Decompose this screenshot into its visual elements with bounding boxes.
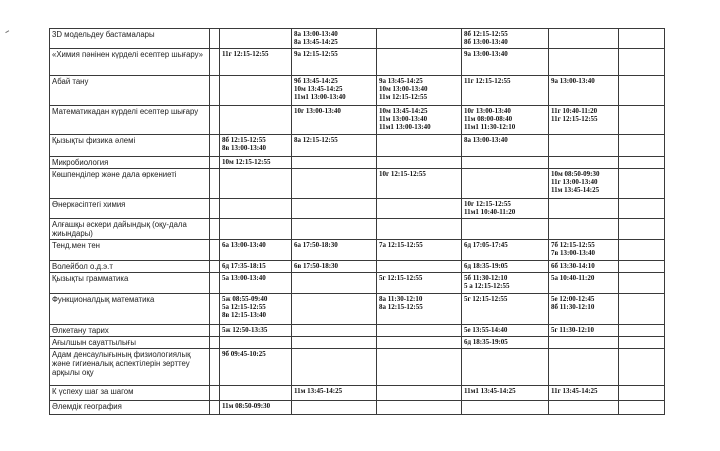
time-slot: 6а 17:50-18:30 [294, 241, 338, 249]
schedule-cell [462, 157, 549, 169]
schedule-cell [210, 294, 220, 325]
schedule-cell [220, 401, 292, 415]
schedule-cell [220, 240, 292, 261]
time-slot: 6в 17:50-18:30 [294, 262, 339, 270]
schedule-cell [292, 240, 377, 261]
schedule-cell [377, 401, 462, 415]
time-slot: 11г 10:40-11:20 [551, 107, 598, 115]
table-row [50, 337, 665, 349]
table-row [50, 261, 665, 273]
time-slot: 11м1 13:00-13:40 [294, 93, 346, 101]
schedule-cell [220, 29, 292, 49]
schedule-cell [210, 76, 220, 106]
table-row [50, 219, 665, 240]
time-slot: 8в 13:00-13:40 [222, 144, 267, 152]
subject-name: Әлемдік география [50, 401, 210, 415]
time-slot: 8а 13:00-13:40 [294, 30, 338, 38]
schedule-cell [377, 273, 462, 294]
time-slot: 11м1 11:30-12:10 [464, 123, 516, 131]
schedule-cell [210, 261, 220, 273]
schedule-cell [549, 169, 619, 199]
schedule-cell [292, 273, 377, 294]
schedule-cell [377, 219, 462, 240]
schedule-cell [462, 401, 549, 415]
table-row [50, 349, 665, 386]
time-slot: 7а 12:15-12:55 [379, 241, 423, 249]
schedule-cell [462, 325, 549, 337]
time-slot: 11м 13:45-14:25 [551, 186, 600, 194]
schedule-cell [210, 106, 220, 135]
time-slot: 11м 08:50-09:30 [222, 402, 271, 410]
time-slot: 8б 11:30-12:10 [551, 303, 595, 311]
time-slot: 8а 11:30-12:10 [379, 295, 423, 303]
time-slot: 9а 13:00-13:40 [551, 77, 595, 85]
time-slot: 5 а 12:15-12:55 [464, 282, 510, 290]
schedule-cell [220, 219, 292, 240]
schedule-table [49, 28, 665, 415]
schedule-cell [377, 157, 462, 169]
schedule-cell [619, 261, 665, 273]
schedule-cell [377, 169, 462, 199]
time-slot: 9б 09:45-10:25 [222, 350, 266, 358]
schedule-cell [377, 386, 462, 401]
schedule-body [50, 29, 665, 415]
time-slot: 7б 12:15-12:55 [551, 241, 595, 249]
time-slot: 5ж 08:55-09:40 [222, 295, 268, 303]
schedule-cell [462, 349, 549, 386]
time-slot: 11г 13:00-13:40 [551, 178, 598, 186]
time-slot: 5е 13:55-14:40 [464, 326, 508, 334]
schedule-cell [549, 261, 619, 273]
schedule-cell [210, 386, 220, 401]
time-slot: 10г 12:15-12:55 [464, 200, 511, 208]
schedule-cell [220, 106, 292, 135]
schedule-cell [462, 76, 549, 106]
schedule-cell [377, 240, 462, 261]
subject-name: Абай тану [50, 76, 210, 106]
time-slot: 11м 13:00-13:40 [379, 115, 428, 123]
table-row [50, 401, 665, 415]
subject-name: 3D модельдеу бастамалары [50, 29, 210, 49]
subject-name: К үспеху шаг за шагом [50, 386, 210, 401]
schedule-cell [549, 49, 619, 76]
subject-name: Қызықты физика әлемі [50, 135, 210, 157]
time-slot: 9а 12:15-12:55 [294, 50, 338, 58]
schedule-cell [292, 325, 377, 337]
schedule-cell [210, 349, 220, 386]
schedule-cell [220, 169, 292, 199]
time-slot: 5ж 12:50-13:35 [222, 326, 268, 334]
subject-name: Өнеркәсіптегі химия [50, 199, 210, 219]
table-row [50, 240, 665, 261]
table-row [50, 325, 665, 337]
time-slot: 11г 12:15-12:55 [464, 77, 511, 85]
schedule-cell [462, 273, 549, 294]
schedule-cell [462, 219, 549, 240]
schedule-cell [549, 401, 619, 415]
time-slot: 5а 13:00-13:40 [222, 274, 266, 282]
subject-name: «Химия пәнінен күрделі есептер шығару» [50, 49, 210, 76]
schedule-cell [292, 294, 377, 325]
schedule-cell [619, 240, 665, 261]
schedule-cell [210, 169, 220, 199]
time-slot: 11г 12:15-12:55 [551, 115, 598, 123]
schedule-cell [619, 386, 665, 401]
schedule-cell [220, 135, 292, 157]
schedule-cell [549, 337, 619, 349]
schedule-cell [549, 135, 619, 157]
schedule-cell [377, 29, 462, 49]
schedule-cell [462, 106, 549, 135]
time-slot: 11г 12:15-12:55 [222, 50, 269, 58]
time-slot: 9б 13:45-14:25 [294, 77, 338, 85]
time-slot: 8б 12:15-12:55 [464, 30, 508, 38]
schedule-cell [619, 349, 665, 386]
schedule-cell [377, 76, 462, 106]
schedule-cell [292, 386, 377, 401]
schedule-cell [462, 169, 549, 199]
schedule-cell [220, 261, 292, 273]
schedule-cell [462, 135, 549, 157]
schedule-cell [462, 240, 549, 261]
schedule-cell [210, 29, 220, 49]
time-slot: 6д 17:05-17:45 [464, 241, 508, 249]
schedule-cell [220, 386, 292, 401]
subject-name: Ағылшын сауаттылығы [50, 337, 210, 349]
subject-name: Микробиология [50, 157, 210, 169]
schedule-cell [619, 135, 665, 157]
time-slot: 10м 13:45-14:25 [379, 107, 428, 115]
schedule-cell [549, 29, 619, 49]
table-row [50, 157, 665, 169]
subject-name: Алғашқы әскери дайындық (оқу-дала жиындары) [50, 219, 210, 240]
table-row [50, 106, 665, 135]
time-slot: 8б 13:00-13:40 [464, 38, 508, 46]
schedule-cell [549, 273, 619, 294]
schedule-cell [292, 49, 377, 76]
schedule-cell [549, 349, 619, 386]
schedule-cell [292, 219, 377, 240]
schedule-cell [292, 349, 377, 386]
time-slot: 5е 12:00-12:45 [551, 295, 595, 303]
schedule-cell [210, 273, 220, 294]
schedule-cell [377, 106, 462, 135]
subject-name: Математикадан күрделі есептер шығару [50, 106, 210, 135]
schedule-cell [377, 261, 462, 273]
time-slot: 6д 18:35-19:05 [464, 338, 508, 346]
schedule-cell [619, 169, 665, 199]
schedule-cell [292, 29, 377, 49]
time-slot: 11м 08:00-08:40 [464, 115, 513, 123]
time-slot: 10м 13:45-14:25 [294, 85, 343, 93]
schedule-cell [210, 401, 220, 415]
schedule-cell [549, 157, 619, 169]
schedule-cell [619, 325, 665, 337]
schedule-cell [220, 349, 292, 386]
schedule-cell [210, 240, 220, 261]
schedule-cell [377, 294, 462, 325]
time-slot: 8а 13:00-13:40 [464, 136, 508, 144]
time-slot: 9а 13:45-14:25 [379, 77, 423, 85]
schedule-cell [619, 219, 665, 240]
schedule-cell [619, 76, 665, 106]
schedule-cell [619, 337, 665, 349]
schedule-cell [220, 49, 292, 76]
table-row [50, 294, 665, 325]
schedule-cell [292, 401, 377, 415]
schedule-cell [619, 199, 665, 219]
schedule-cell [292, 157, 377, 169]
schedule-cell [462, 261, 549, 273]
schedule-cell [549, 240, 619, 261]
time-slot: 8а 12:15-12:55 [294, 136, 338, 144]
schedule-cell [377, 337, 462, 349]
schedule-cell [220, 273, 292, 294]
subject-name: Тенд.мен тен [50, 240, 210, 261]
schedule-cell [462, 199, 549, 219]
subject-name: Өлкетану тарих [50, 325, 210, 337]
schedule-cell [462, 294, 549, 325]
time-slot: 5а 12:15-12:55 [222, 303, 266, 311]
schedule-cell [220, 337, 292, 349]
schedule-cell [549, 386, 619, 401]
time-slot: 11м 13:45-14:25 [294, 387, 343, 395]
time-slot: 5г 11:30-12:10 [551, 326, 595, 334]
schedule-cell [210, 49, 220, 76]
time-slot: 9а 13:00-13:40 [464, 50, 508, 58]
schedule-cell [292, 337, 377, 349]
schedule-cell [210, 157, 220, 169]
table-row [50, 169, 665, 199]
schedule-cell [377, 349, 462, 386]
schedule-cell [210, 337, 220, 349]
schedule-cell [549, 106, 619, 135]
table-row [50, 273, 665, 294]
time-slot: 8б 12:15-12:55 [222, 136, 266, 144]
time-slot: 10м 12:15-12:55 [222, 158, 271, 166]
time-slot: 5г 12:15-12:55 [379, 274, 423, 282]
schedule-cell [549, 199, 619, 219]
schedule-cell [377, 325, 462, 337]
time-slot: 7в 13:00-13:40 [551, 249, 596, 257]
time-slot: 11м 12:15-12:55 [379, 93, 428, 101]
time-slot: 10м 13:00-13:40 [379, 85, 428, 93]
schedule-cell [549, 219, 619, 240]
schedule-cell [210, 219, 220, 240]
schedule-cell [462, 29, 549, 49]
schedule-cell [377, 135, 462, 157]
time-slot: 6б 13:30-14:10 [551, 262, 595, 270]
table-row [50, 386, 665, 401]
schedule-cell [377, 199, 462, 219]
schedule-cell [220, 199, 292, 219]
schedule-cell [619, 401, 665, 415]
table-row [50, 29, 665, 49]
schedule-cell [210, 199, 220, 219]
time-slot: 5б 11:30-12:10 [464, 274, 508, 282]
schedule-cell [462, 386, 549, 401]
time-slot: 11м1 10:40-11:20 [464, 208, 516, 216]
table-row [50, 49, 665, 76]
schedule-cell [292, 199, 377, 219]
subject-name: Волейбол о.д.э.т [50, 261, 210, 273]
schedule-cell [292, 169, 377, 199]
time-slot: 10м 08:50-09:30 [551, 170, 600, 178]
time-slot: 10г 13:00-13:40 [294, 107, 341, 115]
schedule-cell [292, 76, 377, 106]
subject-name: Қызықты грамматика [50, 273, 210, 294]
schedule-cell [549, 76, 619, 106]
schedule-cell [210, 135, 220, 157]
table-row [50, 199, 665, 219]
time-slot: 5а 10:40-11:20 [551, 274, 595, 282]
table-row [50, 76, 665, 106]
schedule-cell [220, 294, 292, 325]
schedule-cell [619, 106, 665, 135]
time-slot: 8в 12:15-13:40 [222, 311, 267, 319]
schedule-cell [377, 49, 462, 76]
time-slot: 11г 13:45-14:25 [551, 387, 598, 395]
time-slot: 6а 13:00-13:40 [222, 241, 266, 249]
schedule-cell [220, 76, 292, 106]
time-slot: 8а 13:45-14:25 [294, 38, 338, 46]
time-slot: 8а 12:15-12:55 [379, 303, 423, 311]
time-slot: 6д 18:35-19:05 [464, 262, 508, 270]
time-slot: 6д 17:35-18:15 [222, 262, 266, 270]
subject-name: Адам денсаулығының физиологиялық және гигиеналық аспектілерін зерттеу арқылы оқу [50, 349, 210, 386]
schedule-cell [210, 325, 220, 337]
time-slot: 10г 12:15-12:55 [379, 170, 426, 178]
schedule-cell [619, 49, 665, 76]
schedule-cell [619, 157, 665, 169]
schedule-cell [619, 29, 665, 49]
schedule-cell [619, 294, 665, 325]
schedule-cell [292, 261, 377, 273]
table-row [50, 135, 665, 157]
schedule-cell [549, 294, 619, 325]
schedule-cell [220, 325, 292, 337]
time-slot: 10г 13:00-13:40 [464, 107, 511, 115]
schedule-cell [462, 337, 549, 349]
schedule-cell [220, 157, 292, 169]
time-slot: 11м1 13:45-14:25 [464, 387, 516, 395]
schedule-cell [292, 106, 377, 135]
time-slot: 11м1 13:00-13:40 [379, 123, 431, 131]
time-slot: 5г 12:15-12:55 [464, 295, 508, 303]
schedule-cell [549, 325, 619, 337]
schedule-cell [292, 135, 377, 157]
margin-mark [5, 30, 10, 35]
schedule-cell [619, 273, 665, 294]
subject-name: Көшпенділер және дала өркениеті [50, 169, 210, 199]
subject-name: Функционалдық математика [50, 294, 210, 325]
schedule-cell [462, 49, 549, 76]
